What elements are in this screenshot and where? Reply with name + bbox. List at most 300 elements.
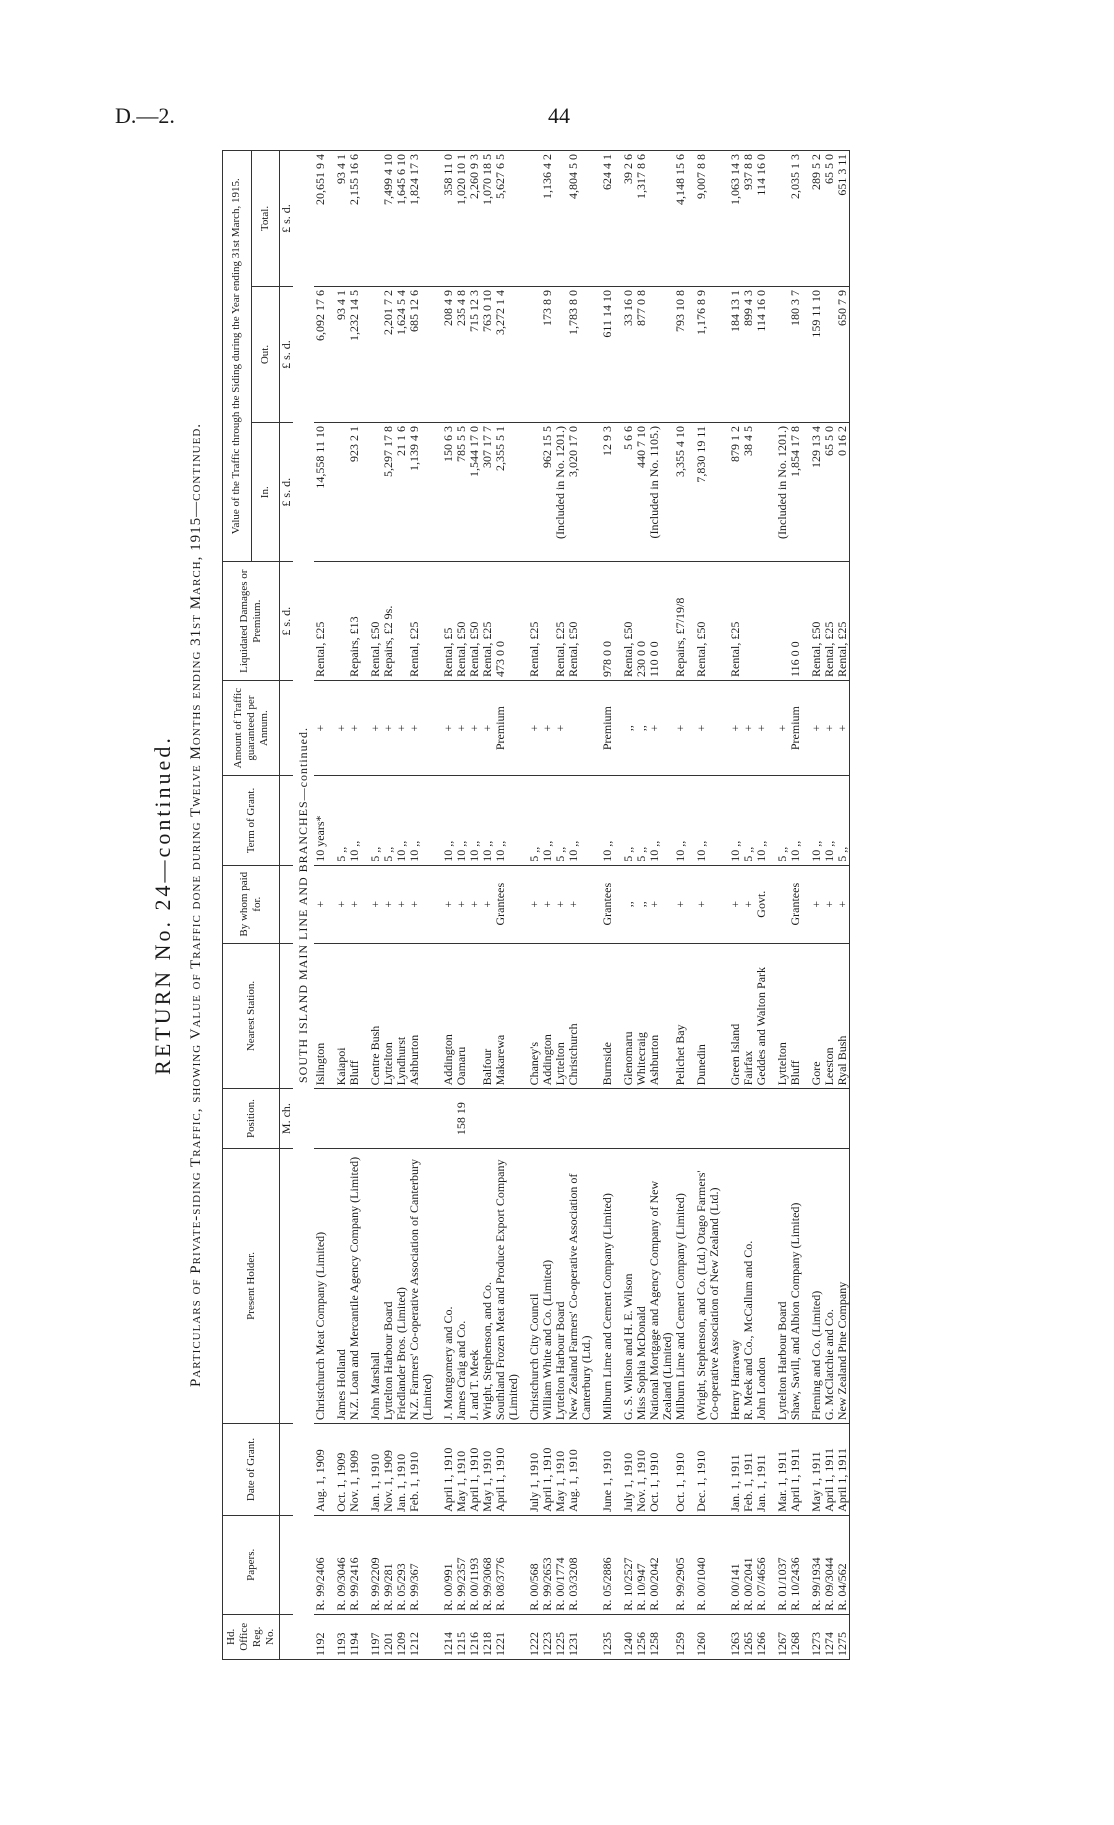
- reg-cell: 1192: [314, 1614, 327, 1659]
- in-cell: 3,020 17 0: [567, 423, 593, 562]
- gap-cell: [361, 151, 369, 287]
- in-cell: (Included in No. 1105.): [648, 423, 674, 562]
- unit-liq: £ s. d.: [280, 562, 294, 681]
- position-cell: [408, 1089, 434, 1148]
- papers-cell: R. 05/2886: [601, 1515, 614, 1614]
- holder-cell: James Craig and Co.: [455, 1148, 468, 1423]
- station-cell: Burnside: [601, 943, 614, 1089]
- papers-cell: R. 03/3208: [567, 1515, 593, 1614]
- term-cell: 10 ,,: [823, 776, 836, 865]
- in-cell: 1,139 4 9: [408, 423, 434, 562]
- gap-cell: [520, 423, 528, 562]
- holder-cell: N.Z. Loan and Mercantile Agency Company (Limited): [348, 1148, 361, 1423]
- out-cell: 877 0 8: [635, 287, 648, 423]
- term-cell: 10 ,,: [455, 776, 468, 865]
- holder-cell: New Zealand Pine Company: [836, 1148, 850, 1423]
- papers-cell: R. 00/2042: [648, 1515, 674, 1614]
- date-cell: April 1, 1910: [494, 1424, 520, 1516]
- papers-cell: R. 09/3044: [823, 1515, 836, 1614]
- in-cell: 1,854 17 8: [789, 423, 802, 562]
- term-cell: 10 ,,: [810, 776, 823, 865]
- term-cell: 10 ,,: [481, 776, 494, 865]
- papers-cell: R. 00/1040: [695, 1515, 721, 1614]
- date-cell: July 1, 1910: [622, 1424, 635, 1516]
- out-cell: 184 13 1: [729, 287, 742, 423]
- in-cell: 129 13 4: [810, 423, 823, 562]
- holder-cell: Christchurch City Council: [528, 1148, 541, 1423]
- position-cell: [742, 1089, 755, 1148]
- station-cell: Ashburton: [408, 943, 434, 1089]
- position-cell: [369, 1089, 382, 1148]
- holder-cell: N.Z. Farmers' Co-operative Association of Canterbury (Limited): [408, 1148, 434, 1423]
- date-cell: May 1, 1911: [810, 1424, 823, 1516]
- date-cell: May 1, 1910: [455, 1424, 468, 1516]
- page-number: 44: [548, 103, 570, 128]
- liquidated-cell: Repairs, £7/19/8: [674, 562, 687, 681]
- station-cell: Christchurch: [567, 943, 593, 1089]
- liquidated-cell: Repairs, £2 9s.: [382, 562, 395, 681]
- date-cell: April 1, 1910: [442, 1424, 455, 1516]
- papers-cell: R. 99/2406: [314, 1515, 327, 1614]
- gap-cell: [687, 1089, 695, 1148]
- reg-cell: 1223: [541, 1614, 554, 1659]
- gap-cell: [361, 423, 369, 562]
- rotated-table-sheet: [150, 150, 980, 1660]
- date-cell: Jan. 1, 1910: [395, 1424, 408, 1516]
- papers-cell: R. 04/562: [836, 1515, 850, 1614]
- papers-cell: R. 99/281: [382, 1515, 395, 1614]
- reg-cell: 1193: [335, 1614, 348, 1659]
- amount-cell: +: [648, 680, 674, 775]
- amount-cell: +: [541, 680, 554, 775]
- liquidated-cell: Rental, £25: [823, 562, 836, 681]
- reg-cell: 1231: [567, 1614, 593, 1659]
- position-cell: [674, 1089, 687, 1148]
- col-liquidated: Liquidated Damages or Premium.: [223, 562, 280, 681]
- out-cell: 114 16 0: [755, 287, 768, 423]
- out-cell: 793 10 8: [674, 287, 687, 423]
- unit-total: £ s. d.: [280, 151, 294, 287]
- gap-cell: [520, 1089, 528, 1148]
- total-cell: 1,063 14 3: [729, 151, 742, 287]
- position-cell: [755, 1089, 768, 1148]
- position-cell: [335, 1089, 348, 1148]
- date-cell: Nov. 1, 1909: [348, 1424, 361, 1516]
- paid-cell: Grantees: [494, 865, 520, 943]
- holder-cell: Fleming and Co. (Limited): [810, 1148, 823, 1423]
- in-cell: 0 16 2: [836, 423, 850, 562]
- paid-cell: +: [541, 865, 554, 943]
- term-cell: 10 ,,: [695, 776, 721, 865]
- liquidated-cell: 230 0 0: [635, 562, 648, 681]
- out-cell: 1,783 8 0: [567, 287, 593, 423]
- term-cell: 10 ,,: [395, 776, 408, 865]
- papers-cell: R. 01/1037: [776, 1515, 789, 1614]
- position-cell: [635, 1089, 648, 1148]
- liquidated-cell: 110 0 0: [648, 562, 674, 681]
- amount-cell: +: [335, 680, 348, 775]
- unit-in: £ s. d.: [280, 423, 294, 562]
- table-row: [836, 151, 850, 1660]
- unit-out: £ s. d.: [280, 287, 294, 423]
- in-cell: 2,355 5 1: [494, 423, 520, 562]
- term-cell: 10 ,,: [729, 776, 742, 865]
- date-cell: April 1, 1910: [468, 1424, 481, 1516]
- papers-cell: R. 10/2527: [622, 1515, 635, 1614]
- col-station: Nearest Station.: [223, 943, 280, 1089]
- paid-cell: +: [742, 865, 755, 943]
- station-cell: Lyndhurst: [395, 943, 408, 1089]
- paid-cell: +: [408, 865, 434, 943]
- station-cell: Pelichet Bay: [674, 943, 687, 1089]
- total-cell: 624 4 1: [601, 151, 614, 287]
- date-cell: Oct. 1, 1910: [674, 1424, 687, 1516]
- reg-cell: 1268: [789, 1614, 802, 1659]
- amount-cell: +: [481, 680, 494, 775]
- total-cell: 1,136 4 2: [541, 151, 554, 287]
- position-cell: [836, 1089, 850, 1148]
- liquidated-cell: 473 0 0: [494, 562, 520, 681]
- paid-cell: Grantees: [789, 865, 802, 943]
- liquidated-cell: Rental, £25: [554, 562, 567, 681]
- in-cell: (Included in No. 1201.): [554, 423, 567, 562]
- paid-cell: +: [442, 865, 455, 943]
- out-cell: 93 4 1: [335, 287, 348, 423]
- reg-cell: 1258: [648, 1614, 674, 1659]
- papers-cell: R. 00/2041: [742, 1515, 755, 1614]
- total-cell: 93 4 1: [335, 151, 348, 287]
- amount-cell: +: [395, 680, 408, 775]
- in-cell: 3,355 4 10: [674, 423, 687, 562]
- reg-cell: 1222: [528, 1614, 541, 1659]
- term-cell: 5 ,,: [382, 776, 395, 865]
- station-cell: Bluff: [789, 943, 802, 1089]
- amount-cell: Premium: [601, 680, 614, 775]
- holder-cell: R. Meek and Co., McCallum and Co.: [742, 1148, 755, 1423]
- total-cell: 39 2 6: [622, 151, 635, 287]
- total-cell: 2,035 1 3: [789, 151, 802, 287]
- station-cell: Islington: [314, 943, 327, 1089]
- section-row: [293, 151, 314, 1660]
- paid-cell: +: [468, 865, 481, 943]
- reg-cell: 1256: [635, 1614, 648, 1659]
- holder-cell: Shaw, Savill, and Albion Company (Limited): [789, 1148, 802, 1423]
- amount-cell: ,,: [622, 680, 635, 775]
- reg-cell: 1197: [369, 1614, 382, 1659]
- out-cell: 1,176 8 9: [695, 287, 721, 423]
- papers-cell: R. 07/4656: [755, 1515, 768, 1614]
- holder-cell: J. Montgomery and Co.: [442, 1148, 455, 1423]
- term-cell: 5 ,,: [335, 776, 348, 865]
- position-cell: [601, 1089, 614, 1148]
- amount-cell: +: [742, 680, 755, 775]
- out-cell: 33 16 0: [622, 287, 635, 423]
- paid-cell: ,,: [635, 865, 648, 943]
- paid-cell: +: [314, 865, 327, 943]
- table-row: [314, 151, 327, 1660]
- position-cell: [382, 1089, 395, 1148]
- in-cell: 962 15 5: [541, 423, 554, 562]
- station-cell: Geddes and Walton Park: [755, 943, 768, 1089]
- in-cell: 38 4 5: [742, 423, 755, 562]
- liquidated-cell: Rental, £25: [408, 562, 434, 681]
- total-cell: 1,317 8 6: [635, 151, 648, 287]
- holder-cell: Miss Sophia McDonald: [635, 1148, 648, 1423]
- date-cell: Oct. 1, 1909: [335, 1424, 348, 1516]
- in-cell: 12 9 3: [601, 423, 614, 562]
- position-cell: [481, 1089, 494, 1148]
- date-cell: April 1, 1911: [823, 1424, 836, 1516]
- term-cell: 5 ,,: [622, 776, 635, 865]
- reg-cell: 1240: [622, 1614, 635, 1659]
- date-cell: Aug. 1, 1909: [314, 1424, 327, 1516]
- col-papers: Papers.: [223, 1515, 280, 1614]
- holder-cell: G. McClatchie and Co.: [823, 1148, 836, 1423]
- table-row: [695, 151, 721, 1660]
- col-out: Out.: [251, 287, 280, 423]
- holder-cell: James Holland: [335, 1148, 348, 1423]
- paid-cell: +: [382, 865, 395, 943]
- in-cell: (Included in No. 1201.): [776, 423, 789, 562]
- in-cell: [755, 423, 768, 562]
- out-cell: 611 14 10: [601, 287, 614, 423]
- term-cell: 10 ,,: [442, 776, 455, 865]
- amount-cell: +: [729, 680, 742, 775]
- gap-cell: [434, 1089, 442, 1148]
- position-cell: [789, 1089, 802, 1148]
- gap-cell: [520, 287, 528, 423]
- out-cell: 6,092 17 6: [314, 287, 327, 423]
- amount-cell: Premium: [494, 680, 520, 775]
- term-cell: 10 ,,: [541, 776, 554, 865]
- position-cell: [528, 1089, 541, 1148]
- liquidated-cell: [755, 562, 768, 681]
- out-cell: [648, 287, 674, 423]
- section-heading: SOUTH ISLAND MAIN LINE AND BRANCHES—continued.: [293, 151, 314, 1660]
- amount-cell: Premium: [789, 680, 802, 775]
- amount-cell: ,,: [635, 680, 648, 775]
- papers-cell: R. 08/3776: [494, 1515, 520, 1614]
- siding-traffic-table: [222, 150, 850, 1660]
- total-cell: 1,824 17 3: [408, 151, 434, 287]
- out-cell: 1,232 14 5: [348, 287, 361, 423]
- paid-cell: Govt.: [755, 865, 768, 943]
- reg-cell: 1215: [455, 1614, 468, 1659]
- term-cell: 5 ,,: [528, 776, 541, 865]
- date-cell: Nov. 1, 1909: [382, 1424, 395, 1516]
- total-cell: 2,155 16 6: [348, 151, 361, 287]
- station-cell: Ryal Bush: [836, 943, 850, 1089]
- total-cell: 9,007 8 8: [695, 151, 721, 287]
- station-cell: Lyttelton: [776, 943, 789, 1089]
- date-cell: July 1, 1910: [528, 1424, 541, 1516]
- reg-cell: 1214: [442, 1614, 455, 1659]
- paid-cell: +: [823, 865, 836, 943]
- station-cell: Centre Bush: [369, 943, 382, 1089]
- holder-cell: Lyttelton Harbour Board: [382, 1148, 395, 1423]
- reg-cell: 1216: [468, 1614, 481, 1659]
- amount-cell: +: [314, 680, 327, 775]
- paid-cell: +: [648, 865, 674, 943]
- position-cell: [554, 1089, 567, 1148]
- liquidated-cell: Rental, £50: [455, 562, 468, 681]
- reg-cell: 1263: [729, 1614, 742, 1659]
- out-cell: 1,624 5 4: [395, 287, 408, 423]
- station-cell: Balfour: [481, 943, 494, 1089]
- amount-cell: +: [382, 680, 395, 775]
- term-cell: 10 ,,: [468, 776, 481, 865]
- gap-cell: [520, 151, 528, 287]
- reg-cell: 1274: [823, 1614, 836, 1659]
- papers-cell: R. 99/1934: [810, 1515, 823, 1614]
- station-cell: Chaney's: [528, 943, 541, 1089]
- table-row: [494, 151, 520, 1660]
- liquidated-cell: Rental, £25: [528, 562, 541, 681]
- date-cell: Mar. 1, 1911: [776, 1424, 789, 1516]
- gap-cell: [614, 1089, 622, 1148]
- out-cell: 715 12 3: [468, 287, 481, 423]
- gap-cell: [768, 562, 776, 681]
- paid-cell: +: [810, 865, 823, 943]
- position-cell: [567, 1089, 593, 1148]
- paid-cell: +: [348, 865, 361, 943]
- holder-cell: Milburn Lime and Cement Company (Limited): [601, 1148, 614, 1423]
- holder-cell: Lyttelton Harbour Board: [554, 1148, 567, 1423]
- gap-cell: [327, 423, 335, 562]
- gap-cell: [327, 562, 335, 681]
- liquidated-cell: Rental, £25: [836, 562, 850, 681]
- holder-cell: Henry Harraway: [729, 1148, 742, 1423]
- in-cell: 5,297 17 8: [382, 423, 395, 562]
- date-cell: Jan. 1, 1911: [755, 1424, 768, 1516]
- position-cell: [494, 1089, 520, 1148]
- paid-cell: +: [836, 865, 850, 943]
- in-cell: 21 1 6: [395, 423, 408, 562]
- position-cell: [776, 1089, 789, 1148]
- total-cell: 4,804 5 0: [567, 151, 593, 287]
- amount-cell: +: [776, 680, 789, 775]
- date-cell: Jan. 1, 1911: [729, 1424, 742, 1516]
- out-cell: 650 7 9: [836, 287, 850, 423]
- holder-cell: John London: [755, 1148, 768, 1423]
- position-cell: [468, 1089, 481, 1148]
- liquidated-cell: Rental, £50: [567, 562, 593, 681]
- amount-cell: +: [674, 680, 687, 775]
- position-cell: [695, 1089, 721, 1148]
- in-cell: 7,830 19 11: [695, 423, 721, 562]
- station-cell: Makarewa: [494, 943, 520, 1089]
- date-cell: April 1, 1911: [836, 1424, 850, 1516]
- date-cell: April 1, 1910: [541, 1424, 554, 1516]
- station-cell: Green Island: [729, 943, 742, 1089]
- term-cell: 10 ,,: [601, 776, 614, 865]
- total-cell: 937 8 8: [742, 151, 755, 287]
- total-cell: 7,499 4 10: [382, 151, 395, 287]
- paid-cell: +: [695, 865, 721, 943]
- row-gap: [768, 151, 776, 1660]
- col-position: Position.: [223, 1089, 280, 1148]
- amount-cell: +: [468, 680, 481, 775]
- position-cell: [648, 1089, 674, 1148]
- col-paid: By whom paid for.: [223, 865, 280, 943]
- papers-cell: R. 00/1193: [468, 1515, 481, 1614]
- date-cell: June 1, 1910: [601, 1424, 614, 1516]
- date-cell: May 1, 1910: [481, 1424, 494, 1516]
- papers-cell: R. 10/947: [635, 1515, 648, 1614]
- amount-cell: +: [408, 680, 434, 775]
- out-cell: 159 11 10: [810, 287, 823, 423]
- holder-cell: Christchurch Meat Company (Limited): [314, 1148, 327, 1423]
- table-row: [348, 151, 361, 1660]
- date-cell: Dec. 1, 1910: [695, 1424, 721, 1516]
- position-cell: 158 19: [455, 1089, 468, 1148]
- table-row: [674, 151, 687, 1660]
- total-cell: 5,627 6 5: [494, 151, 520, 287]
- total-cell: 4,148 15 6: [674, 151, 687, 287]
- station-cell: Addington: [442, 943, 455, 1089]
- station-cell: Lyttelton: [382, 943, 395, 1089]
- total-cell: 114 16 0: [755, 151, 768, 287]
- station-cell: Oamaru: [455, 943, 468, 1089]
- paid-cell: +: [729, 865, 742, 943]
- papers-cell: R. 99/367: [408, 1515, 434, 1614]
- station-cell: Bluff: [348, 943, 361, 1089]
- papers-cell: R. 99/2905: [674, 1515, 687, 1614]
- station-cell: Whitecraig: [635, 943, 648, 1089]
- holder-cell: Lyttelton Harbour Board: [776, 1148, 789, 1423]
- term-cell: 10 ,,: [348, 776, 361, 865]
- liquidated-cell: [742, 562, 755, 681]
- col-reg: Hd. Office Reg. No.: [223, 1614, 280, 1659]
- holder-cell: Southland Frozen Meat and Produce Export Company (Limited): [494, 1148, 520, 1423]
- table-row: [755, 151, 768, 1660]
- date-cell: Jan. 1, 1910: [369, 1424, 382, 1516]
- amount-cell: +: [695, 680, 721, 775]
- col-holder: Present Holder.: [223, 1148, 280, 1423]
- position-cell: [729, 1089, 742, 1148]
- col-amount: Amount of Traffic guaranteed per Annum.: [223, 680, 280, 775]
- position-cell: [314, 1089, 327, 1148]
- reg-cell: 1267: [776, 1614, 789, 1659]
- position-cell: [810, 1089, 823, 1148]
- holder-cell: New Zealand Farmers' Co-operative Association of Canterbury (Ltd.): [567, 1148, 593, 1423]
- header-row: [223, 151, 252, 1660]
- out-cell: 208 4 9: [442, 287, 455, 423]
- reg-cell: 1218: [481, 1614, 494, 1659]
- in-cell: 879 1 2: [729, 423, 742, 562]
- table-row: [648, 151, 674, 1660]
- station-cell: Gore: [810, 943, 823, 1089]
- total-cell: 651 3 11: [836, 151, 850, 287]
- reg-cell: 1266: [755, 1614, 768, 1659]
- out-cell: 180 3 7: [789, 287, 802, 423]
- date-cell: Feb. 1, 1910: [408, 1424, 434, 1516]
- reg-cell: 1259: [674, 1614, 687, 1659]
- paid-cell: +: [395, 865, 408, 943]
- col-total: Total.: [251, 151, 280, 287]
- liquidated-cell: Rental, £50: [369, 562, 382, 681]
- liquidated-cell: Rental, £25: [729, 562, 742, 681]
- station-cell: Leeston: [823, 943, 836, 1089]
- in-cell: 150 6 3: [442, 423, 455, 562]
- term-cell: 10 ,,: [648, 776, 674, 865]
- term-cell: 10 ,,: [789, 776, 802, 865]
- amount-cell: +: [755, 680, 768, 775]
- gap-cell: [768, 1089, 776, 1148]
- units-row: [280, 151, 294, 1660]
- in-cell: 5 6 6: [622, 423, 635, 562]
- papers-cell: R. 00/1774: [554, 1515, 567, 1614]
